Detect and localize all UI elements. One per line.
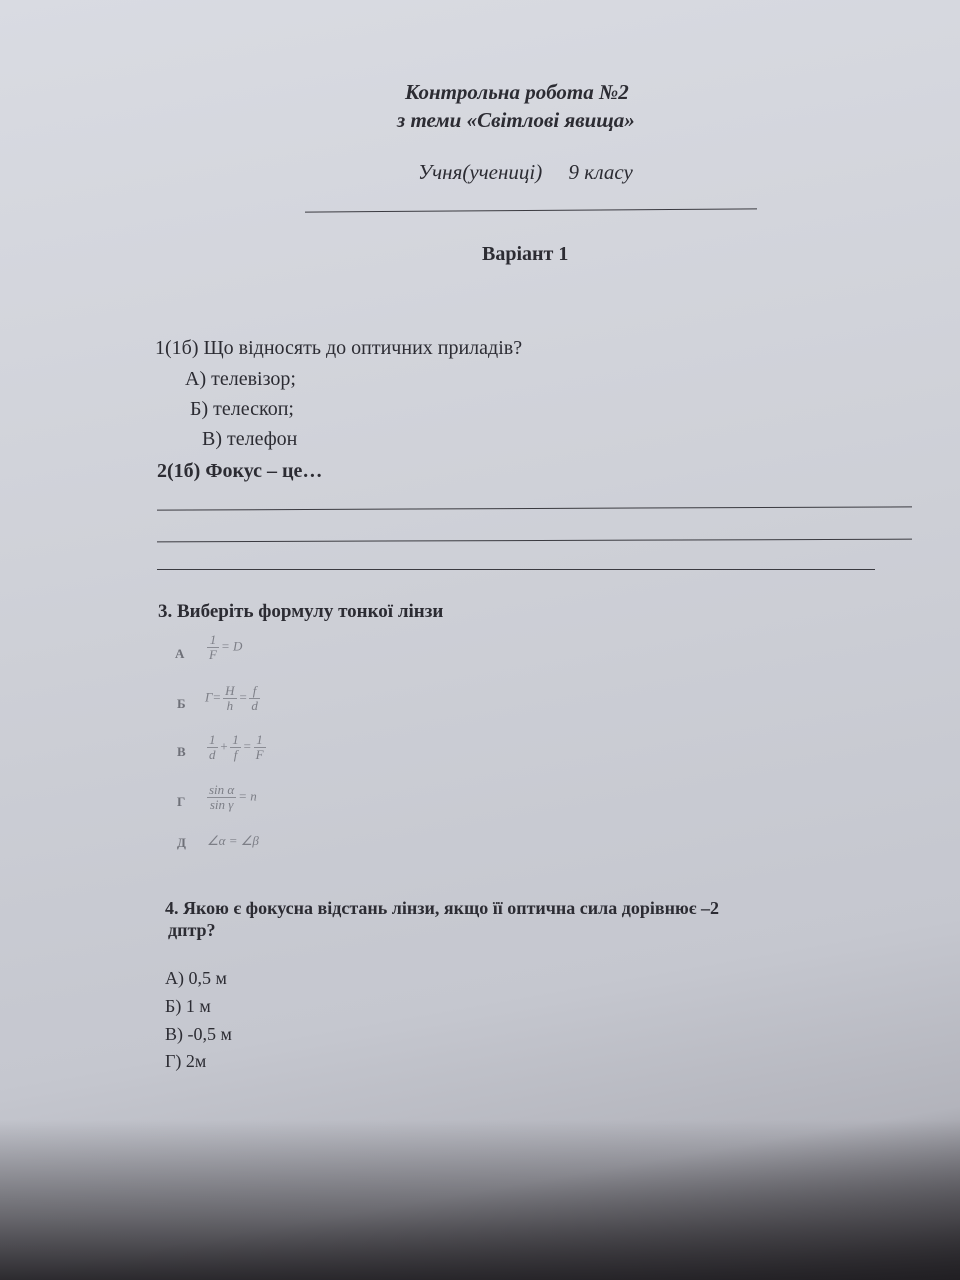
q3-option-c-letter[interactable]: В xyxy=(177,744,186,759)
q3-formula-b: Γ= $\frac{H}{h}$ = $\frac{f}{d}$ xyxy=(205,683,258,713)
bottom-shadow xyxy=(0,1120,960,1280)
question-2-text: 2(1б) Фокус – це… xyxy=(157,460,323,482)
q3-option-e-letter[interactable]: Д xyxy=(177,835,186,850)
bleed-through-text xyxy=(270,88,274,105)
q3-option-b-letter[interactable]: Б xyxy=(177,696,186,711)
q3-option-d-letter[interactable]: Г xyxy=(177,794,186,809)
question-3-text: 3. Виберіть формулу тонкої лінзи xyxy=(158,601,444,622)
q3-option-a-letter[interactable]: А xyxy=(175,646,185,661)
question-1-option-a[interactable]: А) телевізор; xyxy=(185,368,296,390)
question-1-text xyxy=(155,337,522,360)
question-4-text-line-2: дптр? xyxy=(168,920,216,940)
answer-line-3[interactable] xyxy=(157,569,875,570)
question-1-option-b[interactable]: Б) телескоп; xyxy=(190,398,294,420)
student-line: Учня(учениці) 9 класу xyxy=(418,160,633,184)
question-1-option-c[interactable]: В) телефон xyxy=(202,428,298,450)
question-4-option-a[interactable]: А) 0,5 м xyxy=(165,968,227,988)
q3-formula-a: $\frac{1}{F}$ = D xyxy=(209,632,243,662)
title-line-1: Контрольна робота №2 xyxy=(405,80,629,104)
question-4-option-c[interactable]: В) -0,5 м xyxy=(165,1024,232,1044)
q3-formula-d: $\frac{\text{sin α}}{\text{sin γ}}$ = n xyxy=(209,782,257,812)
question-4-text-line-1: 4. Якою є фокусна відстань лінзи, якщо її оптична сила дорівнює –2 xyxy=(165,898,720,918)
variant-heading: Варіант 1 xyxy=(482,243,569,265)
q3-formula-c: $\frac{1}{d}$ + $\frac{1}{f}$ = $\frac{1}{F}$ xyxy=(209,732,264,762)
q3-formula-e: ∠α = ∠β xyxy=(207,833,259,848)
question-4-option-b[interactable]: Б) 1 м xyxy=(165,996,211,1016)
title-line-2: з теми «Світлові явища» xyxy=(397,108,635,132)
question-4-option-d[interactable]: Г) 2м xyxy=(165,1051,207,1071)
question-1-label: 1(1б) Що відносять до оптичних приладів? xyxy=(155,337,523,359)
